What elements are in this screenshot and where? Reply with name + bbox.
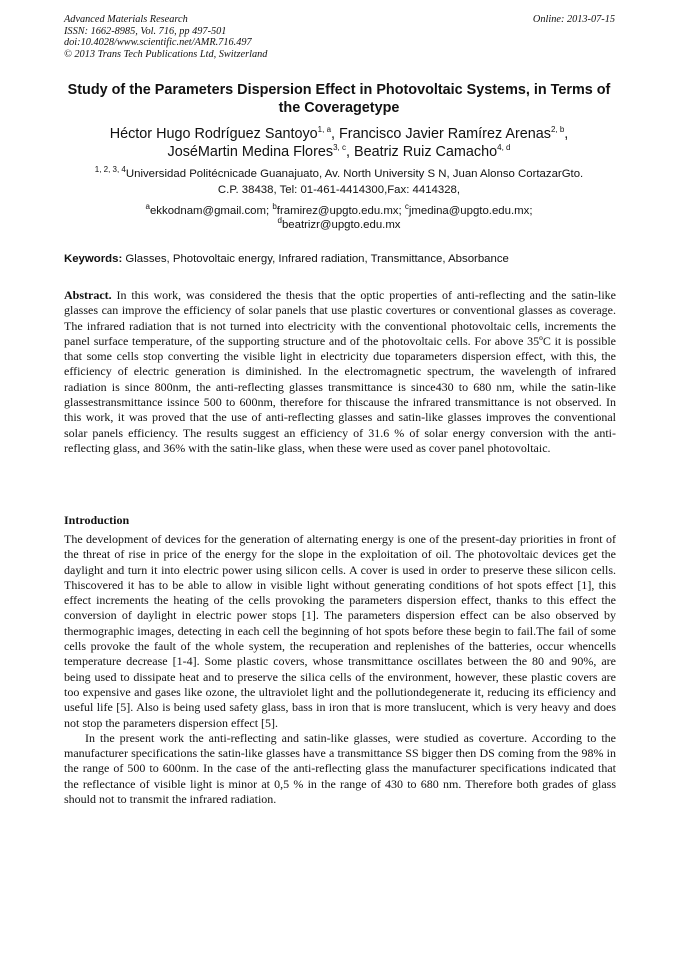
section-heading: Introduction — [64, 513, 130, 527]
affiliation — [55, 166, 623, 198]
paper-title: Study of the Parameters Dispersion Effect in Photovoltaic Systems, in Terms of the Coveragetype — [67, 82, 611, 116]
affiliation-line: Universidad Politécnicade Guanajuato, Av. North University S N, Juan Alonso CortazarGto. — [125, 168, 584, 180]
author-list — [55, 125, 623, 161]
keywords-text: Glasses, Photovoltaic energy, Infrared radiation, Transmittance, Absorbance — [122, 253, 509, 265]
email-list — [55, 202, 623, 232]
author-superscript: 4, d — [497, 143, 511, 153]
author-name: Beatriz Ruiz Camacho — [353, 144, 498, 160]
author-superscript: 1, a — [317, 125, 332, 135]
doi-link[interactable]: doi:10.4028/www.scientific.net/AMR.716.497 — [64, 37, 252, 49]
author-name: JoséMartin Medina Flores — [167, 144, 334, 160]
author-name: Héctor Hugo Rodríguez Santoyo — [109, 126, 318, 142]
author-superscript: 3, c — [333, 143, 346, 153]
email-superscript: b — [272, 202, 277, 212]
author-separator: , — [564, 126, 569, 142]
email-superscript: a — [145, 202, 150, 212]
author-separator: , — [345, 144, 354, 160]
abstract — [64, 288, 616, 456]
keywords — [64, 252, 616, 266]
journal-header — [64, 14, 267, 60]
email-superscript: c — [404, 202, 409, 212]
email-address[interactable]: framirez@upgto.edu.mx; — [276, 205, 405, 217]
author-name: Francisco Javier Ramírez Arenas — [339, 126, 551, 142]
affiliation-line: C.P. 38438, Tel: 01-461-4414300,Fax: 4414328, — [217, 184, 461, 196]
email-address[interactable]: jmedina@upgto.edu.mx; — [408, 205, 533, 217]
abstract-text: In this work, was considered the thesis that the optic properties of anti-reflecting and the satin-like glasses can improve the efficiency of solar panels that use plastic covertures or conventional glasses as coverage. The infrared radiation that is not turned into electricity with the conventional photovoltaic cells, increments the panel surface temperature, of the supporting structure and of the photovoltaic cells. For above 35ºC it is possible that some cells stop converting the visible light in electricity due toparameters dispersion effect, with this, the efficiency of electric generation is diminished. In the electromagnetic spectrum, the wavelength of infrared radiation is since 800nm, the anti-reflecting glasses transmittance is since430 to 680 nm, while the satin-like glassestransmittance issince 500 to 600nm, therefore for thiscause the infrared transmittance is not observed. In this work, it was proved that the use of anti-reflecting glasses and satin-like glasses improves the conventional solar panels efficiency. The results suggest an efficiency of 31.6 % of solar energy conversion with the anti-reflecting glass, and 36% with the satin-like glass, when these were used as cover panel photovoltaic. — [64, 288, 616, 455]
author-superscript: 2, b — [550, 125, 565, 135]
email-superscript: d — [277, 215, 282, 225]
issn-line: ISSN: 1662-8985, Vol. 716, pp 497-501 — [64, 25, 227, 37]
introduction-body — [64, 532, 616, 807]
affiliation-superscript: 1, 2, 3, 4 — [94, 165, 126, 175]
paragraph: The development of devices for the generation of alternating energy is one of the present-day priorities in front of the threat of rise in price of the energy for the slope in the exploitation of oil. The photovoltaic devices get the daylight and turn it into electric power using silicon cells. A cover is used in order to preserve these silicon cells. Thiscovered it has to be able to allow in visible light without generating conditions of hot spots effect [1], this effect increments the heating of the cells provoking the parameters dispersion effect, thanks to this effect the conversion of daylight in electric power stops [1]. The parameters dispersion effect can be also observed by thermographic images, detecting in each cell the beginning of hot spots before these begin to fail.The fail of some cells provoke the fault of the whole system, the recuperation and replenishes of the batteries, occur whencells temperature decrease [1-4]. Some plastic covers, whose transmittance oscillates between the 80 and 90%, are being used to dissipate heat and to preserve the silica cells of the environment, however, these plastic covers are too expensive and gases like ozone, the ultraviolet light and the pollutiondegenerate it, reducing its efficiency and useful life [5]. Also is being used safety glass, bass in iron that is more translucent, which is very heavy and does not stop the parameters dispersion effect [5]. — [64, 532, 616, 730]
copyright-line: © 2013 Trans Tech Publications Ltd, Switzerland — [64, 48, 268, 60]
author-separator: , — [331, 126, 340, 142]
journal-name: Advanced Materials Research — [64, 14, 188, 25]
paragraph: In the present work the anti-reflecting and satin-like glasses, were studied as coverture. According to the manufacturer specifications the satin-like glasses have a transmittance SS bigger then DS coming from the 98% in the range of 500 to 600nm. In the case of the anti-reflecting glass the manufacturer specifications indicated that the reflectance of visible light is minor at 0,5 % in the range of 430 to 680 nm. Therefore both grades of glass should not to transmit the infrared radiation. — [64, 730, 616, 807]
abstract-label: Abstract. — [64, 288, 112, 302]
keywords-label: Keywords: — [64, 253, 123, 265]
email-address[interactable]: ekkodnam@gmail.com; — [149, 205, 273, 217]
online-date: Online: 2013-07-15 — [532, 14, 615, 25]
email-address[interactable]: beatrizr@upgto.edu.mx — [281, 218, 401, 231]
